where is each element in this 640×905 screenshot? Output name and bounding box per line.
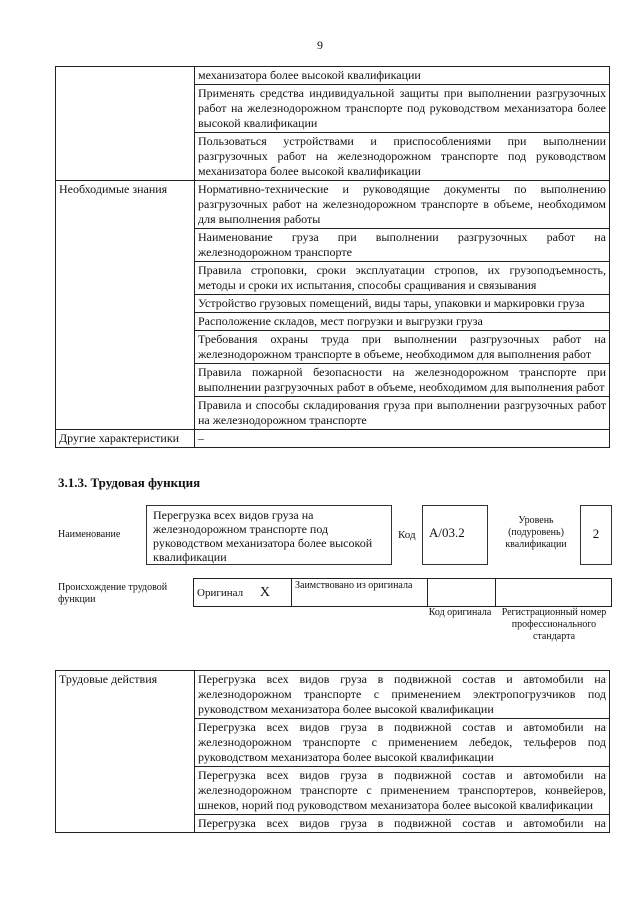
- skill-item: Применять средства индивидуальной защиты при выполнении разгрузочных работ на железнодорожном транспорте под руководством механизатора более высокой квалификации: [195, 85, 610, 133]
- function-name-value: Перегрузка всех видов груза на железнодорожном транспорте под руководством механизатора более высокой квалификации: [153, 508, 373, 564]
- knowledge-label: Необходимые знания: [56, 181, 195, 430]
- table-row: [56, 671, 610, 719]
- table-row: [194, 579, 612, 607]
- labor-actions-label: Трудовые действия: [56, 671, 195, 833]
- origin-table: [193, 578, 612, 607]
- skill-item: Пользоваться устройствами и приспособлениями при выполнении разгрузочных работ на железнодорожном транспорте под руководством механизатора более высокой квалификации: [195, 133, 610, 181]
- original-label: Оригинал: [197, 586, 244, 599]
- table-row: [56, 430, 610, 448]
- origin-code-label: Код оригинала: [428, 607, 492, 618]
- level-value: 2: [592, 526, 600, 541]
- skill-continuation: механизатора более высокой квалификации: [195, 67, 610, 85]
- reg-number-cell: [496, 579, 612, 607]
- knowledge-item: Требования охраны труда при выполнении разгрузочных работ на железнодорожном транспорте в объеме, необходимом для выполнения работ: [195, 331, 610, 364]
- knowledge-item: Нормативно-технические и руководящие документы по выполнению разгрузочных работ на железнодорожном транспорте в объеме, необходимом для выполнения работы: [195, 181, 610, 229]
- knowledge-item: Наименование груза при выполнении разгрузочных работ на железнодорожном транспорте: [195, 229, 610, 262]
- function-name-box: [146, 505, 392, 565]
- labor-action-item: Перегрузка всех видов груза в подвижной состав и автомобили на железнодорожном транспорте с применением транспортеров, конвейеров, шнеков, норий под руководством механизатора более высокой квалификации: [195, 767, 610, 815]
- table-row: [56, 181, 610, 229]
- skills-knowledge-table: [55, 66, 610, 448]
- section-heading: 3.1.3. Трудовая функция: [58, 475, 201, 490]
- page-number: 9: [317, 38, 323, 52]
- borrowed-label: Заимствовано из оригинала: [292, 579, 428, 607]
- level-label: Уровень (подуровень) квалификации: [505, 515, 567, 550]
- origin-code-cell: [428, 579, 496, 607]
- other-characteristics-value: –: [195, 430, 610, 448]
- labor-action-item: Перегрузка всех видов груза в подвижной состав и автомобили на: [195, 815, 610, 833]
- name-label: Наименование: [58, 529, 121, 540]
- other-characteristics-label: Другие характеристики: [56, 430, 195, 448]
- knowledge-item: Правила пожарной безопасности на железнодорожном транспорте при выполнении разгрузочных работ в объеме, необходимом для выполнения работ: [195, 364, 610, 397]
- empty-label-cell: [56, 67, 195, 181]
- original-mark: Х: [259, 584, 270, 600]
- labor-action-item: Перегрузка всех видов груза в подвижной состав и автомобили на железнодорожном транспорте с применением лебедок, тельферов под руководством механизатора более высокой квалификации: [195, 719, 610, 767]
- knowledge-item: Правила и способы складирования груза при выполнении разгрузочных работ на железнодорожном транспорте: [195, 397, 610, 430]
- knowledge-item: Устройство грузовых помещений, виды тары, упаковки и маркировки груза: [195, 295, 610, 313]
- code-label: Код: [398, 529, 416, 541]
- labor-actions-table: [55, 670, 610, 833]
- labor-action-item: Перегрузка всех видов груза в подвижной состав и автомобили на железнодорожном транспорте с применением электропогрузчиков под руководством механизатора более высокой квалификации: [195, 671, 610, 719]
- reg-number-label: Регистрационный номер профессионального стандарта: [501, 607, 607, 642]
- code-value: А/03.2: [429, 525, 465, 540]
- level-box: [580, 505, 612, 565]
- table-row: [56, 67, 610, 85]
- code-box: [422, 505, 488, 565]
- knowledge-item: Правила строповки, сроки эксплуатации стропов, их грузоподъемность, методы и сроки их испытания, способы сращивания и связывания: [195, 262, 610, 295]
- knowledge-item: Расположение складов, мест погрузки и выгрузки груза: [195, 313, 610, 331]
- original-cell: [194, 579, 292, 607]
- origin-label: Происхождение трудовой функции: [58, 582, 168, 605]
